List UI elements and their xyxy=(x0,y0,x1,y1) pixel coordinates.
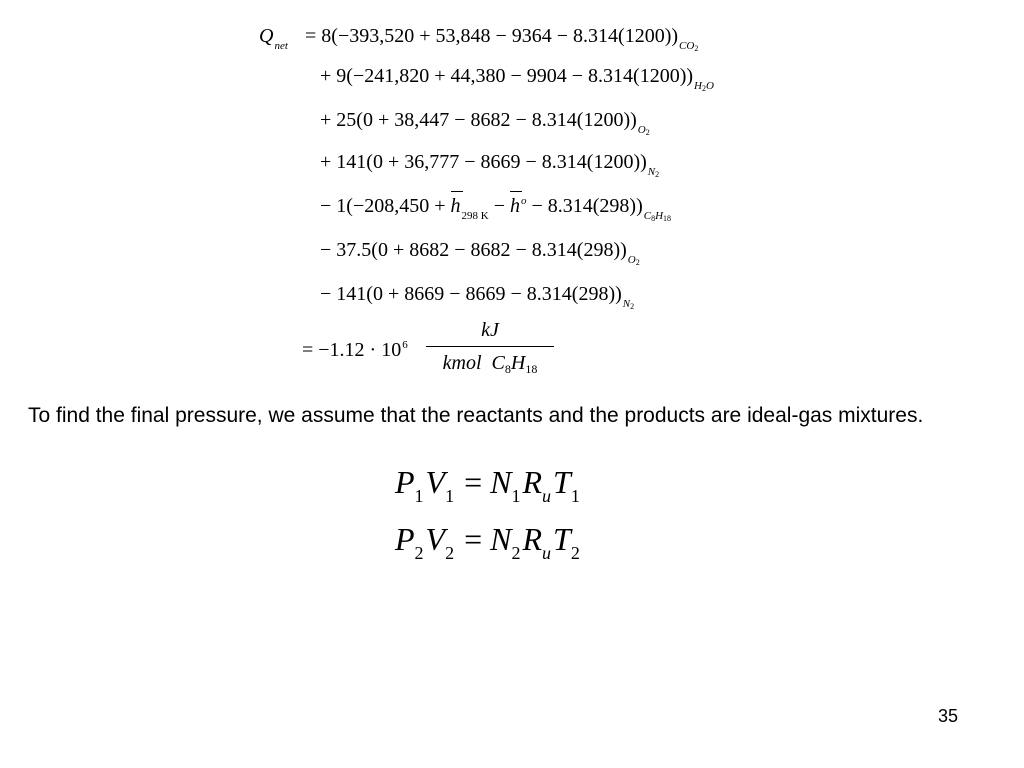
equation-line-6 xyxy=(320,238,640,266)
species-o2-b: O2 xyxy=(627,254,640,267)
p2-symbol: P xyxy=(395,521,415,557)
n2-symbol: N xyxy=(490,521,512,557)
ideal-gas-eq-2 xyxy=(395,520,582,563)
p2-index: 2 xyxy=(414,543,424,563)
equation-line-3-body: + 25(0 + 38,447 − 8682 − 8.314(1200)) xyxy=(320,109,637,131)
equation-line-3 xyxy=(320,108,650,136)
n1-symbol: N xyxy=(490,464,512,500)
t1-symbol: T xyxy=(553,464,571,500)
page-number: 35 xyxy=(938,706,959,726)
p1-index: 1 xyxy=(414,486,424,506)
species-n2: N2 xyxy=(647,166,660,179)
explanation-paragraph: To find the final pressure, we assume that the reactants and the products are ideal-gas mixtures. xyxy=(28,404,924,427)
species-o2: O2 xyxy=(637,124,650,137)
species-n2-b: N2 xyxy=(622,298,635,311)
result-units-fraction xyxy=(426,318,554,377)
r2-subscript: u xyxy=(542,543,552,563)
p1-symbol: P xyxy=(395,464,415,500)
result-exponent: 6 xyxy=(402,339,408,351)
eq2-equals: = xyxy=(464,521,483,557)
q-symbol: Q xyxy=(259,25,274,47)
equation-line-7-body: − 141(0 + 8669 − 8669 − 8.314(298)) xyxy=(320,283,622,305)
t1-index: 1 xyxy=(570,486,580,506)
units-numerator: kJ xyxy=(481,319,499,341)
h-subscript-text: 298 K xyxy=(461,210,489,222)
r1-symbol: R xyxy=(522,464,543,500)
n2-index: 2 xyxy=(511,543,521,563)
q-net-label xyxy=(259,24,288,51)
h-superscript: o xyxy=(520,195,527,207)
result-value xyxy=(302,338,408,365)
equation-line-5-body-b: − 8.314(298)) xyxy=(531,195,643,217)
h-subscript xyxy=(462,210,489,222)
v1-symbol: V xyxy=(425,464,446,500)
r1-subscript: u xyxy=(542,486,552,506)
species-h2o: H2O xyxy=(694,80,714,93)
equation-line-5-body-a: − 1(−208,450 + xyxy=(320,195,446,217)
result-prefix: = −1.12 · 10 xyxy=(302,339,402,361)
ideal-gas-eq-1 xyxy=(395,463,582,506)
q-subscript: net xyxy=(274,40,288,52)
v2-index: 2 xyxy=(445,543,455,563)
equation-line-6-body: − 37.5(0 + 8682 − 8682 − 8.314(298)) xyxy=(320,239,627,261)
v2-symbol: V xyxy=(425,521,446,557)
equation-line-2 xyxy=(320,64,714,92)
equation-line-1-body: = 8(−393,520 + 53,848 − 9364 − 8.314(1200)) xyxy=(305,25,679,47)
species-co2: CO2 xyxy=(679,40,699,53)
v1-index: 1 xyxy=(445,486,455,506)
enthalpy-h-bar-ref: h xyxy=(509,195,520,217)
n1-index: 1 xyxy=(511,486,521,506)
equation-line-2-body: + 9(−241,820 + 44,380 − 9904 − 8.314(1200)) xyxy=(320,65,694,87)
units-denominator: kmol $C_8H_{18}$ xyxy=(442,352,538,376)
equation-line-7 xyxy=(320,282,634,310)
enthalpy-h-bar: h xyxy=(450,195,461,217)
equation-line-1 xyxy=(305,24,698,52)
r2-symbol: R xyxy=(522,521,543,557)
t2-index: 2 xyxy=(570,543,580,563)
equation-line-4-body: + 141(0 + 36,777 − 8669 − 8.314(1200)) xyxy=(320,151,647,173)
equation-line-4 xyxy=(320,150,659,178)
species-c8h18: C8H18 xyxy=(643,210,672,223)
t2-symbol: T xyxy=(553,521,571,557)
minus-sign: − xyxy=(493,195,505,217)
equation-line-5 xyxy=(320,194,671,222)
eq1-equals: = xyxy=(464,464,483,500)
